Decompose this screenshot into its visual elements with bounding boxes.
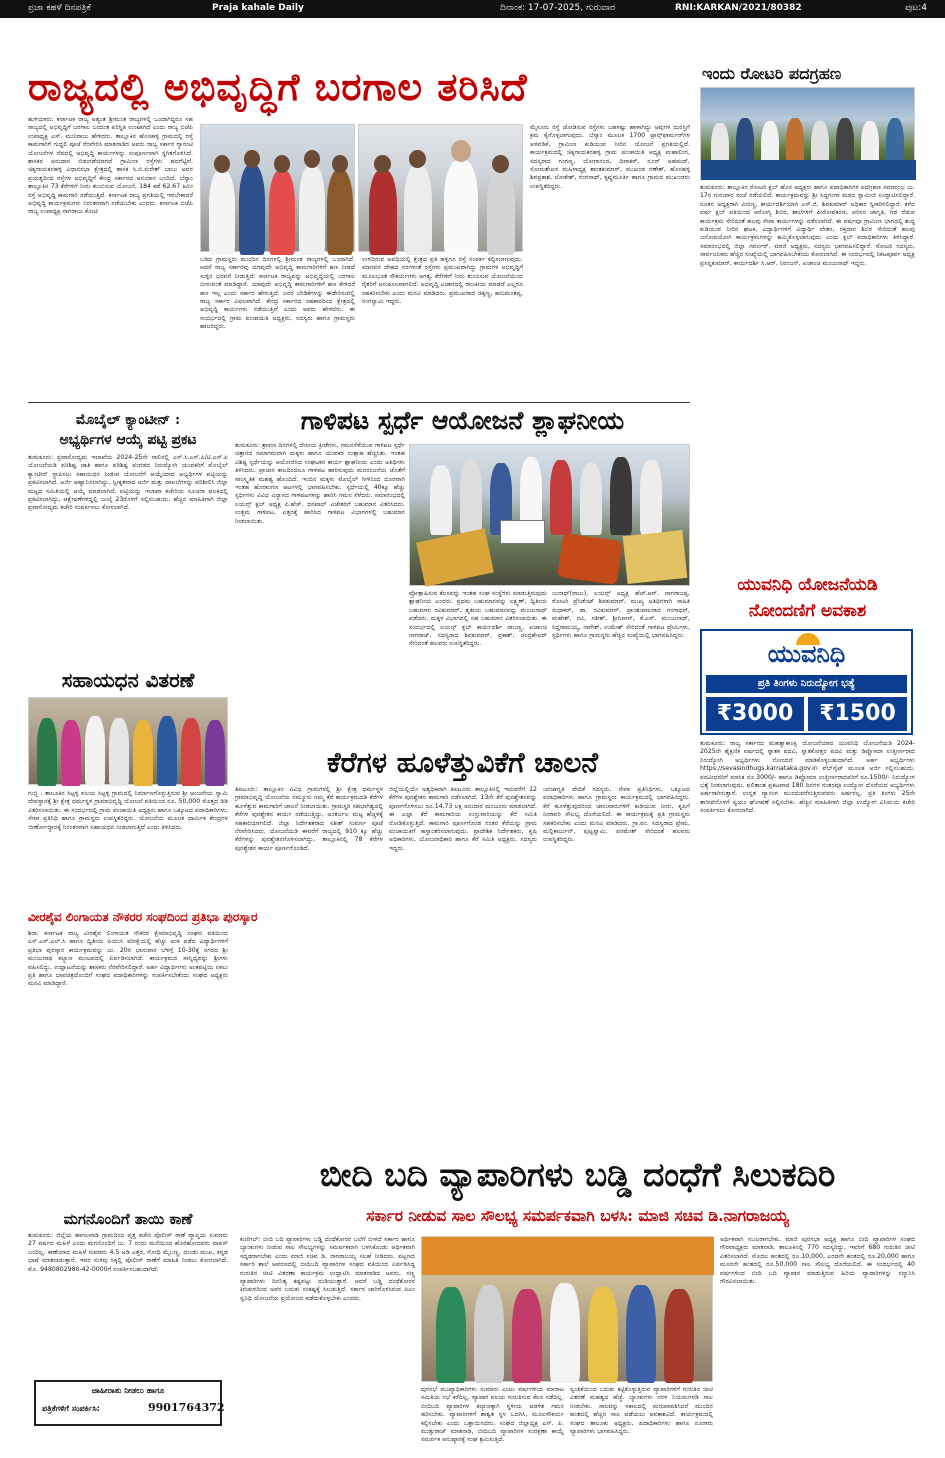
- yuvanidhi-amount-2: ₹1500: [808, 697, 907, 731]
- vendors-headline: ಬೀದಿ ಬದಿ ವ್ಯಾಪಾರಿಗಳು ಬಡ್ಡಿ ದಂಧೆಗೆ ಸಿಲುಕದಿರಿ: [319, 1155, 836, 1194]
- missing-headline: ಮಗನೊಂದಿಗೆ ತಾಯಿ ಕಾಣೆ: [63, 1210, 193, 1228]
- yuvanidhi-ad-title: ಯುವನಿಧಿ: [767, 639, 846, 668]
- lead-col3: ಉಳಿದಿರುವ ಅವಧಿಯಲ್ಲಿ ಕ್ಷೇತ್ರದ ಪ್ರತಿ ಹಳ್ಳಿಗೂ ರಸ್ತೆ ಸಂಪರ್ಕ ಕಲ್ಪಿಸಲಾಗುವುದು. ಮಾನವನ ದೇಹದ ನರಗಳಂತೆ ರಸ್ತೆಗಳು ಪ್ರಮುಖವಾಗಿದ್ದು ಗ್ರಾಮಗಳ ಅಭಿವೃದ್ಧಿಗೆ ಮೂಲಭೂತ ಸೌಕರ್ಯಗಳು ಅಗತ್ಯ. ಕೆರೆಗಳಿಗೆ ನೀರು ತುಂಬಿಸುವ ಯೋಜನೆಯಿಂದ ರೈತರಿಗೆ ಅನುಕೂಲವಾಗಲಿದೆ. ಅಭಿವೃದ್ಧಿ ವಿಚಾರದಲ್ಲಿ ರಾಜಕೀಯ ಮಾಡದೆ ಎಲ್ಲರೂ ಸಹಕರಿಸಬೇಕು ಎಂದು ಮನವಿ ಮಾಡಿದರು. ಪ್ರಮುಖರಾದ ಚಿಕ್ಕಣ್ಣ, ಹನುಮಂತಪ್ಪ, ರಂಗಸ್ವಾಮಿ ಇದ್ದರು.: [362, 256, 523, 306]
- veera-headline: ವೀರಶೈವ ಲಿಂಗಾಯತ ನೌಕರರ ಸಂಘದಿಂದ ಪ್ರತಿಭಾ ಪುರಸ್ಕಾರ: [28, 910, 258, 924]
- vendors-col1: ಕುಣಿಗಲ್: ಬೀದಿ ಬದಿ ವ್ಯಾಪಾರಿಗಳು ಬಡ್ಡಿ ದಂಧೆಕೋರರ ಬಲೆಗೆ ಬೀಳದೆ ಸರ್ಕಾರ ಹಾಗೂ ಬ್ಯಾಂಕುಗಳು ನೀಡುವ ಸಾಲ ಸೌಲಭ್ಯಗಳನ್ನು ಸಮರ್ಪಕವಾಗಿ ಬಳಸಿಕೊಂಡು ಆರ್ಥಿಕವಾಗಿ ಸದೃಢರಾಗಬೇಕು ಎಂದು ಮಾಜಿ ಸಚಿವ ಡಿ. ನಾಗರಾಜಯ್ಯ ಸಲಹೆ ನೀಡಿದರು. ಪಟ್ಟಣದ ಸರ್ಕಾರಿ ಶಾಲೆ ಆವರಣದಲ್ಲಿ ಬೀದಿಬದಿ ವ್ಯಾಪಾರಿಗಳ ಸಂಘದ ವತಿಯಿಂದ ಏರ್ಪಡಿಸಿದ್ದ ಗುರುತಿನ ಚೀಟಿ ವಿತರಣಾ ಕಾರ್ಯಕ್ರಮ ಉದ್ಘಾಟಿಸಿ ಮಾತನಾಡಿದ ಅವರು, ಸಣ್ಣ ವ್ಯಾಪಾರಿಗಳು ದಿನನಿತ್ಯ ಕಷ್ಟಪಟ್ಟು ದುಡಿಯುತ್ತಾರೆ. ಆದರೆ ಬಡ್ಡಿ ದಂಧೆಕೋರರ ಕಿರುಕುಳದಿಂದ ಅವರ ಬದುಕು ಸಂಕಷ್ಟಕ್ಕೆ ಸಿಲುಕುತ್ತಿದೆ. ಸರ್ಕಾರ ಜಾರಿಗೊಳಿಸಿರುವ ಪಿಎಂ ಸ್ವನಿಧಿ ಯೋಜನೆಯ ಪ್ರಯೋಜನ ಪಡೆದುಕೊಳ್ಳಬೇಕು ಎಂದರು.: [240, 1236, 415, 1302]
- masthead-page: ಪುಟ:4: [905, 3, 927, 13]
- ad-line-2: ಪತ್ರಿಕೆಗಳಿಗೆ ಸಂಪರ್ಕಿಸಿ:: [42, 1404, 100, 1413]
- sahaya-headline: ಸಹಾಯಧನ ವಿತರಣೆ: [61, 668, 195, 692]
- mobile-headline-1: ಮೊಬೈಲ್ ಕ್ಯಾಂಟೀನ್ :: [75, 412, 181, 428]
- vendors-photo: [421, 1236, 713, 1382]
- divider: [28, 402, 690, 403]
- sahaya-photo: [28, 697, 228, 785]
- veera-body: ಶಿರಾ: ಕರ್ನಾಟಕ ರಾಜ್ಯ ವೀರಶೈವ ಲಿಂಗಾಯತ ನೌಕರರ ಕ್ಷೇಮಾಭಿವೃದ್ಧಿ ಸಂಘದ ವತಿಯಿಂದ ಎಸ್.ಎಸ್.ಎಲ್.ಸಿ ಹಾಗೂ ದ್ವಿತೀಯ ಪಿಯುಸಿ ಪರೀಕ್ಷೆಯಲ್ಲಿ ಹೆಚ್ಚು ಅಂಕ ಪಡೆದ ವಿದ್ಯಾರ್ಥಿಗಳಿಗೆ ಪ್ರತಿಭಾ ಪುರಸ್ಕಾರ ಕಾರ್ಯಕ್ರಮವನ್ನು ಜು. 20ರ ಭಾನುವಾರ ಬೆಳಿಗ್ಗೆ 10-30ಕ್ಕೆ ನಗರದ ಶ್ರೀ ಮಂಜುನಾಥ ಕಲ್ಯಾಣ ಮಂಟಪದಲ್ಲಿ ಏರ್ಪಡಿಸಲಾಗಿದೆ. ಕಾರ್ಯಕ್ರಮದ ಸಾನ್ನಿಧ್ಯವನ್ನು ಶ್ರೀಗಳು ವಹಿಸಲಿದ್ದು, ಉದ್ಘಾಟನೆಯನ್ನು ಶಾಸಕರು ನೆರವೇರಿಸಲಿದ್ದಾರೆ. ಅರ್ಹ ವಿದ್ಯಾರ್ಥಿಗಳು ಅಂಕಪಟ್ಟಿಯ ನಕಲು ಪ್ರತಿ ಹಾಗೂ ಭಾವಚಿತ್ರದೊಂದಿಗೆ ಸಂಘದ ಪದಾಧಿಕಾರಿಗಳನ್ನು ಸಂಪರ್ಕಿಸಬೇಕೆಂದು ಸಂಘದ ಅಧ್ಯಕ್ಷರು ಮನವಿ ಮಾಡಿದ್ದಾರೆ.: [28, 930, 228, 988]
- rotary-body: ತುಮಕೂರು: ತಾಲ್ಲೂಕಿನ ರೋಟರಿ ಕ್ಲಬ್ ಹೊಸ ಅಧ್ಯಕ್ಷರು ಹಾಗೂ ಪದಾಧಿಕಾರಿಗಳ ಪದಗ್ರಹಣ ಸಮಾರಂಭ ಜು. 17ರ ಗುರುವಾರ ಸಂಜೆ ನಡೆಯಲಿದೆ. ಕಾರ್ಯಕ್ರಮವನ್ನು ಶ್ರೀ ಸಿದ್ಧಗಂಗಾ ಮಠದ ಸ್ವಾಮೀಜಿ ಉದ್ಘಾಟಿಸಲಿದ್ದಾರೆ. ನೂತನ ಅಧ್ಯಕ್ಷರಾಗಿ ವೀರಣ್ಣ, ಕಾರ್ಯದರ್ಶಿಯಾಗಿ ಎಸ್.ಜಿ. ಶಿವಕುಮಾರ್ ಅಧಿಕಾರ ಸ್ವೀಕರಿಸಲಿದ್ದಾರೆ. ಕಳೆದ ವರ್ಷ ಕ್ಲಬ್ ವತಿಯಿಂದ ಆರೋಗ್ಯ ಶಿಬಿರ, ಶಾಲೆಗಳಿಗೆ ಪೀಠೋಪಕರಣ, ಪರಿಸರ ಜಾಗೃತಿ, ಗಿಡ ನೆಡುವ ಕಾರ್ಯಕ್ರಮ ಸೇರಿದಂತೆ ಹಲವು ಸೇವಾ ಕಾರ್ಯಗಳನ್ನು ನಡೆಸಲಾಗಿದೆ. ಈ ವರ್ಷವೂ ಗ್ರಾಮೀಣ ಭಾಗದಲ್ಲಿ ಶುದ್ಧ ಕುಡಿಯುವ ನೀರಿನ ಘಟಕ, ವಿದ್ಯಾರ್ಥಿಗಳಿಗೆ ವಿದ್ಯಾರ್ಥಿ ವೇತನ, ರಕ್ತದಾನ ಶಿಬಿರ ಸೇರಿದಂತೆ ಹಲವು ಜನೋಪಯೋಗಿ ಕಾರ್ಯಕ್ರಮಗಳನ್ನು ಹಮ್ಮಿಕೊಳ್ಳಲಾಗುವುದು ಎಂದು ಕ್ಲಬ್ ಪದಾಧಿಕಾರಿಗಳು ತಿಳಿಸಿದ್ದಾರೆ. ಸಮಾರಂಭದಲ್ಲಿ ಜಿಲ್ಲಾ ಗವರ್ನರ್, ಮಾಜಿ ಅಧ್ಯಕ್ಷರು, ಸದಸ್ಯರು ಭಾಗವಹಿಸಲಿದ್ದಾರೆ. ರೋಟರಿ ಸದಸ್ಯರು, ಸಾರ್ವಜನಿಕರು ಹೆಚ್ಚಿನ ಸಂಖ್ಯೆಯಲ್ಲಿ ಭಾಗವಹಿಸಬೇಕೆಂದು ಕೋರಲಾಗಿದೆ. ಈ ಸಂದರ್ಭದಲ್ಲಿ ನಿಕಟಪೂರ್ವ ಅಧ್ಯಕ್ಷ ಪ್ರಸನ್ನಕುಮಾರ್, ಕಾರ್ಯದರ್ಶಿ ಸಿ.ಆರ್. ನಿರಂಜನ್, ಖಜಾಂಚಿ ಮಂಜುನಾಥ್ ಇದ್ದರು.: [700, 184, 915, 267]
- missing-body: ತುಮಕೂರು: ಜಿಲ್ಲೆಯ ಹಾಗಲವಾಡಿ ಗ್ರಾಮದಿಂದ ವೃತ್ತ ಕಚೇರಿ ಪೊಲೀಸ್ ಠಾಣೆ ವ್ಯಾಪ್ತಿಯ ಸುಮಾರು 27 ವರ್ಷದ ಮಹಿಳೆ ಎಂದು ಮಗನೊಂದಿಗೆ ಜು. 7 ರಂದು ಮನೆಯಿಂದ ಹೊರಹೋದವರು ವಾಪಸ್ ಬಂದಿಲ್ಲ. ಕಾಣೆಯಾದ ಮಹಿಳೆ ಸುಮಾರು 4.5 ಅಡಿ ಎತ್ತರ, ಗೋಧಿ ಮೈಬಣ್ಣ, ದುಂಡು ಮುಖ, ಕನ್ನಡ ಭಾಷೆ ಮಾತನಾಡುತ್ತಾರೆ. ಇವರ ಸುಳಿವು ಸಿಕ್ಕಲ್ಲಿ ಪೊಲೀಸ್ ಠಾಣೆಗೆ ಮಾಹಿತಿ ನೀಡಲು ಕೋರಲಾಗಿದೆ. ಮೊ. 9480802980-42-0000ಗೆ ಸಂಪರ್ಕಿಸಬಹುದಾಗಿದೆ.: [28, 1232, 228, 1273]
- lead-photo-1: [200, 124, 355, 252]
- ad-line-1: ಜಾಹೀರಾತು ನೀಡಲು ಹಾಗೂ: [91, 1386, 165, 1395]
- yuvanidhi-headline-2: ನೋಂದಣಿಗೆ ಅವಕಾಶ: [748, 601, 867, 621]
- vendors-col3: ಸ್ವಂತಿಕೆಯಿಂದ ಬದುಕು ಕಟ್ಟಿಕೊಳ್ಳುತ್ತಿರುವ ವ್ಯಾಪಾರಿಗಳಿಗೆ ಗುರುತಿನ ಚೀಟಿ ವಿತರಣೆ ಮಹತ್ವದ ಹೆಜ್ಜೆ. ಬ್ಯಾಂಕುಗಳು ಸರಳ ನಿಯಮಗಳಡಿ ಸಾಲ ನೀಡಬೇಕು. ಸಾಲವನ್ನು ಸಕಾಲದಲ್ಲಿ ಮರುಪಾವತಿಸಿದರೆ ಮುಂದಿನ ಹಂತದಲ್ಲಿ ಹೆಚ್ಚಿನ ಸಾಲ ಪಡೆಯಲು ಅವಕಾಶವಿದೆ. ಕಾರ್ಯಕ್ರಮದಲ್ಲಿ ಸಂಘದ ತಾಲೂಕು ಅಧ್ಯಕ್ಷರು, ಪದಾಧಿಕಾರಿಗಳು ಹಾಗೂ ನೂರಾರು ವ್ಯಾಪಾರಿಗಳು ಭಾಗವಹಿಸಿದ್ದರು.: [570, 1386, 713, 1436]
- lead-col4: ಮೈಸೂರು ರಸ್ತೆ ಜೋಡಿಸುವ ರಸ್ತೆಗಳು ಬಹಳಷ್ಟು ಹಾಳಾಗಿದ್ದು ಅವುಗಳ ದುರಸ್ತಿಗೆ ಕ್ರಮ ಕೈಗೊಳ್ಳಲಾಗುವುದು. ಬೆಸ್ಕಾಂ ಮೂಲಕ 1700 ಟ್ರಾನ್ಸ್‌ಫಾರ್ಮರ್‌ಗಳ ಅಳವಡಿಕೆ, ಗ್ರಾಮೀಣ ಕುಡಿಯುವ ನೀರಿನ ಯೋಜನೆ ಪ್ರಗತಿಯಲ್ಲಿದೆ. ಕಾರ್ಯಕ್ರಮದಲ್ಲಿ ಚಿಕ್ಕನಾಯಕನಹಳ್ಳಿ ಗ್ರಾಮ ಪಂಚಾಯಿತಿ ಅಧ್ಯಕ್ಷ ಮಹಾಲಿಂಗ, ಸದಸ್ಯರಾದ ಗಂಗಣ್ಣ, ಯೋಗಾನಂದ, ದಿವಾಕರ್, ನೂರ್ ಅಹಮದ್, ಸೋಮಶೇಖರ ಮಹಿಳಾಧ್ಯಕ್ಷ ಶಾಂತಕುಮಾರ್, ಮುಖಂಡ ಗಣೇಶ್, ಹೊಸಹಳ್ಳಿ ಶಿವಪ್ರಕಾಶ, ಲೋಕೇಶ್, ರಂಗನಾಥ್, ಕೃಷ್ಣಮೂರ್ತಿ ಹಾಗೂ ಗ್ರಾಮದ ಮುಖಂಡರು ಉಪಸ್ಥಿತರಿದ್ದರು.: [530, 124, 690, 190]
- lakes-col2: ಜಿಲ್ಲೆಯಲ್ಲಿಯೇ ಅತ್ಯಧಿಕವಾಗಿ ತಿಪಟೂರು ತಾಲ್ಲೂಕಿನಲ್ಲಿ ಇದುವರೆಗೆ 12 ಕೆರೆಗಳ ಪುನಶ್ಚೇತನ ಕಾಮಗಾರಿ ನಡೆಸಲಾಗಿದೆ. 13ನೇ ಕೆರೆ ಪುನಶ್ಚೇತನವನ್ನು ಪೂರ್ಣಗೊಳಿಸಲು ರೂ.14.73 ಲಕ್ಷ ಅನುದಾನ ಮಂಜೂರು ಮಾಡಲಾಗಿದೆ. ಈ ಎಲ್ಲಾ ಕೆರೆ ಕಾಮಗಾರಿಯ ಉಸ್ತುವಾರಿಯನ್ನು ಕೆರೆ ಸಮಿತಿ ನೋಡಿಕೊಳ್ಳುತ್ತಿದೆ. ಕಾಮಗಾರಿ ಪೂರ್ಣಗೊಂಡ ನಂತರ ಕೆರೆಯನ್ನು ಗ್ರಾಮ ಪಂಚಾಯಿತಿಗೆ ಹಸ್ತಾಂತರಿಸಲಾಗುವುದು. ಪ್ರಾದೇಶಿಕ ನಿರ್ದೇಶಕರು, ಕೃಷಿ ಅಧಿಕಾರಿಗಳು, ಯೋಜನಾಧಿಕಾರಿ ಹಾಗೂ ಕೆರೆ ಸಮಿತಿ ಅಧ್ಯಕ್ಷರು, ಸದಸ್ಯರು ಇದ್ದರು.: [389, 786, 537, 852]
- kite-col2: ಪ್ರೋತ್ಸಾಹಿಸುವ ಕೆಲಸವನ್ನು ಇಂತಹ ಸಂಘ ಸಂಸ್ಥೆಗಳು ಮಾಡುತ್ತಿರುವುದು ಶ್ಲಾಘನೀಯ ಎಂದರು. ಪ್ರಥಮ ಬಹುಮಾನವನ್ನು ಲಕ್ಷ್ಮಣ್, ದ್ವಿತೀಯ ಬಹುಮಾನ ರವಿಕುಮಾರ್, ತೃತೀಯ ಬಹುಮಾನವನ್ನು ಮಂಜುನಾಥ್ ಪಡೆದರು. ಮಕ್ಕಳ ವಿಭಾಗದಲ್ಲಿ ಸಹ ಬಹುಮಾನ ವಿತರಿಸಲಾಯಿತು. ಈ ಸಂದರ್ಭದಲ್ಲಿ ಲಯನ್ಸ್ ಕ್ಲಬ್ ಕಾರ್ಯದರ್ಶಿ ರಾಜಣ್ಣ, ಖಜಾಂಚಿ ನಾಗರಾಜ್, ಸದಸ್ಯರಾದ ಶಿವಕುಮಾರ್, ಪ್ರಕಾಶ್, ಚಂದ್ರಶೇಖರ್ ಸೇರಿದಂತೆ ಹಲವರು ಉಪಸ್ಥಿತರಿದ್ದರು.: [409, 590, 547, 648]
- sahaya-body: ಗುಬ್ಬಿ : ತಾಲೂಕಿನ ಸಿಟ್ಟಳ್ಳಿ ವಲಯ ಸಿಟ್ಟಳ್ಳಿ ಗ್ರಾಮದಲ್ಲಿ ನಿರ್ಮಾಣಗೊಳ್ಳುತ್ತಿರುವ ಶ್ರೀ ಆಂಜನೇಯ ಸ್ವಾಮಿ ದೇವಸ್ಥಾನಕ್ಕೆ ಶ್ರೀ ಕ್ಷೇತ್ರ ಧರ್ಮಸ್ಥಳ ಗ್ರಾಮಾಭಿವೃದ್ಧಿ ಯೋಜನೆ ವತಿಯಿಂದ ರೂ. 50,000 ಮೊತ್ತದ ಡಿಡಿ ವಿತರಿಸಲಾಯಿತು. ಈ ಸಂದರ್ಭದಲ್ಲಿ ಗ್ರಾಮ ಪಂಚಾಯಿತಿ ಅಧ್ಯಕ್ಷರು ಹಾಗೂ ಒಕ್ಕೂಟದ ಪದಾಧಿಕಾರಿಗಳು, ಸೇವಾ ಪ್ರತಿನಿಧಿ ಹಾಗೂ ಗ್ರಾಮಸ್ಥರು ಉಪಸ್ಥಿತರಿದ್ದರು. ಯೋಜನೆಯ ಮೂಲಕ ಧಾರ್ಮಿಕ ಕೇಂದ್ರಗಳ ಜೀರ್ಣೋದ್ಧಾರಕ್ಕೆ ನಿರಂತರವಾಗಿ ಸಹಾಯಧನ ನೀಡಲಾಗುತ್ತಿದೆ ಎಂದು ತಿಳಿಸಿದರು.: [28, 790, 228, 831]
- masthead-bar: [0, 0, 945, 18]
- masthead-left: ಪ್ರಜಾ ಕಹಳೆ ದಿನಪತ್ರಿಕೆ: [28, 3, 91, 13]
- rotary-headline: ಇಂದು ರೋಟರಿ ಪದಗ್ರಹಣ: [702, 64, 842, 83]
- kite-photo: [409, 444, 690, 586]
- lead-col2: ಬಡಿದ ಗ್ರಾಮಸ್ಥರು ಮುಂದಿನ ದಿನಗಳಲ್ಲಿ ಶ್ರೀಮಂತ ರಾಜ್ಯಗಳಲ್ಲಿ ಒಂದಾಗಿದೆ. ಆದರೆ ರಾಜ್ಯ ಸರ್ಕಾರವು ಯಾವುದೇ ಅಭಿವೃದ್ಧಿ ಕಾಮಗಾರಿಗಳಿಗೆ ಹಣ ನೀಡದೆ ಸುಳ್ಳಿನ ಭರವಸೆ ನೀಡುತ್ತಿದೆ. ಕರ್ನಾಟಕ ರಾಜ್ಯವನ್ನು ಅಭಿವೃದ್ಧಿಯಲ್ಲಿ ಬರಗಾಲ ಬೀಳುವಂತೆ ಮಾಡಿದ್ದಾರೆ. ಯಾವುದೇ ಅಭಿವೃದ್ಧಿ ಕಾಮಗಾರಿಗಳಿಗೆ ಹಣ ಕೇಳಿದರೆ ಹಣ ಇಲ್ಲ ಎಂದು ಸರ್ಕಾರ ಹೇಳುತ್ತಿದೆ. ಜನರ ಬೇಡಿಕೆಗಳನ್ನು ಈಡೇರಿಸುವಲ್ಲಿ ರಾಜ್ಯ ಸರ್ಕಾರ ವಿಫಲವಾಗಿದೆ. ಕೇಂದ್ರ ಸರ್ಕಾರದ ಸಹಕಾರದಿಂದ ಕ್ಷೇತ್ರದಲ್ಲಿ ಅಭಿವೃದ್ಧಿ ಕಾರ್ಯಗಳು ನಡೆಯುತ್ತಿವೆ ಎಂದು ಅವರು ಹೇಳಿದರು. ಈ ಸಂದರ್ಭದಲ್ಲಿ ಗ್ರಾಮ ಪಂಚಾಯಿತಿ ಅಧ್ಯಕ್ಷರು, ಸದಸ್ಯರು ಹಾಗೂ ಗ್ರಾಮಸ್ಥರು ಹಾಜರಿದ್ದರು.: [200, 256, 355, 331]
- rotary-photo: [700, 87, 915, 179]
- kite-headline: ಗಾಳಿಪಟ ಸ್ಪರ್ಧೆ ಆಯೋಜನೆ ಶ್ಲಾಘನೀಯ: [300, 406, 625, 435]
- yuvanidhi-headline-1: ಯುವನಿಧಿ ಯೋಜನೆಯಡಿ: [737, 575, 878, 595]
- mobile-body: ತುಮಕೂರು: ಪ್ರವಾಸೋದ್ಯಮ ಇಲಾಖೆಯ 2024-25ನೇ ಸಾಲಿನಲ್ಲಿ ಎಸ್.ಸಿ.ಎಸ್.ಪಿ/ಟಿ.ಎಸ್.ಪಿ ಯೋಜನೆಯಡಿ ಪರಿಶಿಷ್ಟ ಜಾತಿ ಹಾಗೂ ಪರಿಶಿಷ್ಟ ಪಂಗಡದ ನಿರುದ್ಯೋಗಿ ಯುವಕರಿಗೆ ಮೊಬೈಲ್ ಕ್ಯಾಂಟೀನ್ ಸ್ಥಾಪಿಸಲು ಸಹಾಯಧನ ನೀಡುವ ಯೋಜನೆಗೆ ಆಯ್ಕೆಯಾದ ಅಭ್ಯರ್ಥಿಗಳ ಪಟ್ಟಿಯನ್ನು ಪ್ರಕಟಿಸಲಾಗಿದೆ. ಅರ್ಜಿ ಆಹ್ವಾನಿಸಲಾಗಿದ್ದು, ಸ್ವೀಕೃತವಾದ ಅರ್ಜಿ ಮತ್ತು ದಾಖಲೆಗಳನ್ನು ಪರಿಶೀಲಿಸಿ ಜಿಲ್ಲಾ ಮಟ್ಟದ ಸಮಿತಿಯಲ್ಲಿ ಆಯ್ಕೆ ಮಾಡಲಾಗಿದೆ. ಪಟ್ಟಿಯನ್ನು ಇಲಾಖಾ ಕಚೇರಿಯ ಸೂಚನಾ ಫಲಕದಲ್ಲಿ ಪ್ರಕಟಿಸಲಾಗಿದ್ದು, ಆಕ್ಷೇಪಣೆಗಳಿದ್ದಲ್ಲಿ ಜುಲೈ 23ರೊಳಗೆ ಸಲ್ಲಿಸಬಹುದು. ಹೆಚ್ಚಿನ ಮಾಹಿತಿಗಾಗಿ ಜಿಲ್ಲಾ ಪ್ರವಾಸೋದ್ಯಮ ಕಚೇರಿ ಸಂಪರ್ಕಿಸಲು ಕೋರಲಾಗಿದೆ.: [28, 454, 228, 512]
- vendors-col2: ಪುರಸಭೆ ಮುಖ್ಯಾಧಿಕಾರಿಗಳು ಸುಮಾರು ಎಂಟು ವರ್ಷಗಳಿಂದ ಮಾರಾಟ ಸಮಿತಿಯ ಸಭೆ ಕರೆದಿಲ್ಲ. ವ್ಯಾಪಾರ ವಲಯ ಗುರುತಿಸುವ ಕೆಲಸ ನಡೆದಿಲ್ಲ. ಬೀದಿಬದಿ ವ್ಯಾಪಾರಿಗಳ ಕಲ್ಯಾಣಕ್ಕಾಗಿ ಸ್ಥಳೀಯ ಆಡಳಿತ ಗಮನ ಹರಿಸಬೇಕು. ವ್ಯಾಪಾರಿಗಳಿಗೆ ಶಾಶ್ವತ ಸ್ಥಳ ಒದಗಿಸಿ, ಮೂಲಸೌಕರ್ಯ ಕಲ್ಪಿಸಬೇಕು ಎಂದು ಒತ್ತಾಯಿಸಿದರು. ಸಂಘದ ಜಿಲ್ಲಾಧ್ಯಕ್ಷ ಎಸ್. ಪಿ. ಮುತ್ತುರಾಜ್ ಮಾತನಾಡಿ, ಬೀದಿಬದಿ ವ್ಯಾಪಾರಿಗಳ ಸಂರಕ್ಷಣಾ ಕಾಯ್ದೆ ಸಮರ್ಪಕ ಅನುಷ್ಠಾನಕ್ಕೆ ಸಂಘ ಶ್ರಮಿಸುತ್ತಿದೆ.: [421, 1386, 564, 1444]
- kite-col1: ತುಮಕೂರು: ಶ್ರಾವಣ ದಿನಗಳಲ್ಲಿ ದೇಸೀಯ ಕ್ರೀಡೆಗಳು, ಗಮನಸೆಳೆಯುವ ಗಾಳಿಪಟ ಸ್ಪರ್ಧೆ ಚಿತ್ತಾರದ ಸಮಾಗಮವಾಗಿ ಮಕ್ಕಳು ಹಾಗೂ ಯುವಕರ ಉತ್ಸಾಹ ಹೆಚ್ಚಿಸಿತು. ಇಂತಹ ವಿಶಿಷ್ಟ ಸ್ಪರ್ಧೆಯನ್ನು ಆಯೋಜಿಸಿದ ಸಂಘಟಕರ ಕಾರ್ಯ ಶ್ಲಾಘನೀಯ ಎಂದು ಅತಿಥಿಗಳು ತಿಳಿಸಿದರು. ಪ್ರಾಚೀನ ಕಾಲದಿಂದಲೂ ಗಾಳಿಪಟ ಹಾರಿಸುವುದು ಮನರಂಜನೆಯ ಜೊತೆಗೆ ಸಾಂಸ್ಕೃತಿಕ ಮಹತ್ವ ಹೊಂದಿದೆ. ಇಂದಿನ ಮಕ್ಕಳು ಮೊಬೈಲ್ ಗೀಳಿನಿಂದ ದೂರವಾಗಿ ಇಂತಹ ಹೊರಾಂಗಣ ಆಟಗಳಲ್ಲಿ ಭಾಗವಹಿಸಬೇಕು. ಸ್ಪರ್ಧೆಯಲ್ಲಿ 40ಕ್ಕೂ ಹೆಚ್ಚು ಸ್ಪರ್ಧಿಗಳು ವಿವಿಧ ವಿನ್ಯಾಸದ ಗಾಳಿಪಟಗಳನ್ನು ಹಾರಿಸಿ ಗಮನ ಸೆಳೆದರು. ಸಮಾರಂಭದಲ್ಲಿ ಲಯನ್ಸ್ ಕ್ಲಬ್ ಅಧ್ಯಕ್ಷ ಪಿ.ಹೆಚ್. ಧನಪಾಲ್ ವಿಜೇತರಿಗೆ ಬಹುಮಾನ ವಿತರಿಸಿದರು. ಉತ್ತಮ ಗಾಳಿಪಟ, ಎತ್ತರಕ್ಕೆ ಹಾರಿಸಿದ ಗಾಳಿಪಟ ವಿಭಾಗಗಳಲ್ಲಿ ಬಹುಮಾನ ನೀಡಲಾಯಿತು.: [235, 442, 405, 525]
- masthead-name: Praja kahale Daily: [212, 3, 304, 13]
- lead-col1: ಹುಳಿಯಾರು: ಕರ್ನಾಟಕ ರಾಜ್ಯ ಅತ್ಯಂತ ಶ್ರೀಮಂತ ರಾಜ್ಯಗಳಲ್ಲಿ ಒಂದಾಗಿದ್ದರೂ ಸಹ ರಾಜ್ಯದಲ್ಲಿ ಅಭಿವೃದ್ಧಿಗೆ ಬರಗಾಲ ಬಂದಂತ ಪರಿಸ್ಥಿತಿ ಉಂಟಾಗಿದೆ ಎಂದು ರಾಜ್ಯ ಬಿಜೆಪಿ ಉಪಾಧ್ಯಕ್ಷ ಎಸ್. ಮುನಿರಾಜು ಹೇಳಿದರು. ತಾಲ್ಲೂಕಿನ ಹೊಸಹಳ್ಳಿ ಗ್ರಾಮದಲ್ಲಿ ರಸ್ತೆ ಕಾಮಗಾರಿಗೆ ಗುದ್ದಲಿ ಪೂಜೆ ನೆರವೇರಿಸಿ ಮಾತನಾಡಿದ ಅವರು ರಾಜ್ಯ ಸರ್ಕಾರ ಗ್ಯಾರಂಟಿ ಯೋಜನೆಗಳ ನೆಪದಲ್ಲಿ ಅಭಿವೃದ್ಧಿ ಕಾರ್ಯಗಳನ್ನು ಸಂಪೂರ್ಣವಾಗಿ ಸ್ಥಗಿತಗೊಳಿಸಿದೆ. ಶಾಸಕರ ಅನುದಾನ ಬಿಡುಗಡೆಯಾಗದೆ ಗ್ರಾಮೀಣ ರಸ್ತೆಗಳು ಹದಗೆಟ್ಟಿವೆ. ಚಿಕ್ಕನಾಯಕನಹಳ್ಳಿ ವಿಧಾನಸಭಾ ಕ್ಷೇತ್ರದಲ್ಲಿ ಶಾಸಕ ಸಿ.ಬಿ.ಸುರೇಶ್ ಬಾಬು ಅವರ ಪ್ರಯತ್ನದಿಂದ ರಸ್ತೆಗಳ ಅಭಿವೃದ್ಧಿಗೆ ಕೇಂದ್ರ ಸರ್ಕಾರದ ಅನುದಾನ ಬಂದಿದೆ. ಬೆಸ್ಕಾಂ ತಾಲ್ಲೂಕಿನ 73 ಕೆರೆಗಳಿಗೆ ನೀರು ತುಂಬಿಸುವ ಯೋಜನೆ, 184 ಕಡೆ 62.67 ಕಿಮೀ ರಸ್ತೆ ಅಭಿವೃದ್ಧಿ ಕಾಮಗಾರಿ ನಡೆಯುತ್ತಿದೆ. ಕರ್ನಾಟಕ ರಾಜ್ಯ ಪ್ರಗತಿಯಲ್ಲಿ ಇರಬೇಕಾದರೆ ಅಭಿವೃದ್ಧಿ ಕಾರ್ಯಕ್ರಮಗಳು ನಿರಂತರವಾಗಿ ನಡೆಯಬೇಕು ಎಂದರು. ಕರ್ನಾಟಕ ಬಿಜೆಪಿ ರಾಜ್ಯ ಉಪಾಧ್ಯಕ್ಷ ನಾಗರಾಜು ಕೋಟಿ: [28, 116, 193, 216]
- masthead-date: ದಿನಾಂಕ: 17-07-2025, ಗುರುವಾರ: [500, 3, 616, 13]
- yuvanidhi-ad-sub: ಪ್ರತಿ ತಿಂಗಳು ನಿರುದ್ಯೋಗ ಭತ್ಯೆ: [706, 675, 907, 693]
- lead-headline: ರಾಜ್ಯದಲ್ಲಿ ಅಭಿವೃದ್ಧಿಗೆ ಬರಗಾಲ ತರಿಸಿದೆ: [28, 64, 528, 109]
- ad-box: [34, 1380, 225, 1426]
- lead-photo-2: [358, 124, 523, 252]
- kite-col3: ಜುನಾಥ್(ರಾಜು), ಲಯನ್ಸ್ ಅಧ್ಯಕ್ಷ ಹೆಚ್.ಆರ್. ನಾಗರಾಜಪ್ಪ, ರೋಟರಿ ಪ್ರೆಸಿಡೆಂಟ್ ಶಿವಕುಮಾರ್, ಮುಖ್ಯ ಅತಿಥಿಗಳಾಗಿ ಸಾಹಿತಿ ಸುಧಾಕರ್, ಡಾ. ರವಿಕುಮಾರ್, ಪ್ರಾಂಶುಪಾಲರಾದ ಗಂಗಾಧರ್, ಮಹೇಶ್, ರವಿ, ಸತೀಶ್, ಶ್ರೀನಿವಾಸ್, ಕೆ.ಎಸ್. ಮಂಜುನಾಥ್, ಸಿದ್ದರಾಮಯ್ಯ, ನಾಗೇಶ್, ಉಮೇಶ್ ಸೇರಿದಂತೆ ಗಾಳಿಪಟ ಪ್ರೇಮಿಗಳು, ಸ್ಪರ್ಧಿಗಳು ಹಾಗೂ ಗ್ರಾಮಸ್ಥರು ಹೆಚ್ಚಿನ ಸಂಖ್ಯೆಯಲ್ಲಿ ಭಾಗವಹಿಸಿದ್ದರು.: [552, 590, 690, 640]
- yuvanidhi-body: ತುಮಕೂರು: ರಾಜ್ಯ ಸರ್ಕಾರದ ಮಹತ್ವಾಕಾಂಕ್ಷಿ ಯೋಜನೆಯಾದ ಯುವನಿಧಿ ಯೋಜನೆಯಡಿ 2024-2025ನೇ ಶೈಕ್ಷಣಿಕ ವರ್ಷದಲ್ಲಿ ಸ್ನಾತಕ ಪದವಿ, ಸ್ನಾತಕೋತ್ತರ ಪದವಿ ಮತ್ತು ಡಿಪ್ಲೋಮಾ ಉತ್ತೀರ್ಣರಾದ ನಿರುದ್ಯೋಗಿ ಅಭ್ಯರ್ಥಿಗಳು ನೋಂದಣಿ ಮಾಡಿಕೊಳ್ಳಬಹುದಾಗಿದೆ. ಅರ್ಹ ಅಭ್ಯರ್ಥಿಗಳು https://sevasindhugs.karnataka.gov.in ವೆಬ್‌ಸೈಟ್ ಮೂಲಕ ಅರ್ಜಿ ಸಲ್ಲಿಸಬಹುದು. ಪದವೀಧರರಿಗೆ ಮಾಸಿಕ ರೂ.3000/- ಹಾಗೂ ಡಿಪ್ಲೋಮಾ ಉತ್ತೀರ್ಣರಾದವರಿಗೆ ರೂ.1500/- ನಿರುದ್ಯೋಗ ಭತ್ಯೆ ನೀಡಲಾಗುವುದು. ಫಲಿತಾಂಶ ಪ್ರಕಟವಾದ 180 ದಿನಗಳ ನಂತರವೂ ಉದ್ಯೋಗ ದೊರೆಯದ ಅಭ್ಯರ್ಥಿಗಳು ಅರ್ಹರಾಗಿರುತ್ತಾರೆ. ಉನ್ನತ ವ್ಯಾಸಂಗ ಮುಂದುವರೆಸುತ್ತಿರುವವರು ಅರ್ಹರಲ್ಲ. ಪ್ರತಿ ತಿಂಗಳು 25ನೇ ತಾರೀಖಿನೊಳಗೆ ಸ್ವಯಂ ಘೋಷಣೆ ಸಲ್ಲಿಸಬೇಕು. ಹೆಚ್ಚಿನ ಮಾಹಿತಿಗಾಗಿ ಜಿಲ್ಲಾ ಉದ್ಯೋಗ ವಿನಿಮಯ ಕಚೇರಿ ಸಂಪರ್ಕಿಸಲು ಕೋರಲಾಗಿದೆ.: [700, 740, 915, 815]
- mobile-headline-2: ಅಭ್ಯರ್ಥಿಗಳ ಆಯ್ಕೆ ಪಟ್ಟಿ ಪ್ರಕಟ: [59, 432, 197, 448]
- yuvanidhi-ad: [700, 629, 913, 735]
- lakes-col1: ತಿಪಟೂರು: ತಾಲ್ಲೂಕಿನ ವಿವಿಧ ಗ್ರಾಮಗಳಲ್ಲಿ ಶ್ರೀ ಕ್ಷೇತ್ರ ಧರ್ಮಸ್ಥಳ ಗ್ರಾಮಾಭಿವೃದ್ಧಿ ಯೋಜನೆಯ ನಮ್ಮೂರು ನಮ್ಮ ಕೆರೆ ಕಾರ್ಯಕ್ರಮದಡಿ ಕೆರೆಗಳ ಹೂಳೆತ್ತುವ ಕಾಮಗಾರಿಗೆ ಚಾಲನೆ ನೀಡಲಾಯಿತು. ಗ್ರಾಮಸ್ಥರ ಸಹಭಾಗಿತ್ವದಲ್ಲಿ ಕೆರೆಗಳ ಪುನಶ್ಚೇತನ ಕಾರ್ಯ ನಡೆಯುತ್ತಿದ್ದು, ಅಂತರ್ಜಲ ಮಟ್ಟ ಹೆಚ್ಚಳಕ್ಕೆ ಸಹಕಾರಿಯಾಗಲಿದೆ. ಜಿಲ್ಲಾ ನಿರ್ದೇಶಕರಾದ ಸತೀಶ್ ಸುವರ್ಣ ಪೂಜೆ ನೆರವೇರಿಸಿದರು. ಯೋಜನೆಯಡಿ ಈವರೆಗೆ ರಾಜ್ಯದಲ್ಲಿ 910 ಕ್ಕೂ ಹೆಚ್ಚು ಕೆರೆಗಳನ್ನು ಪುನಶ್ಚೇತನಗೊಳಿಸಲಾಗಿದ್ದು, ತಾಲ್ಲೂಕಿನಲ್ಲಿ 78 ಕೆರೆಗಳ ಪುನಶ್ಚೇತನ ಕಾರ್ಯ ಪೂರ್ಣಗೊಂಡಿದೆ.: [235, 786, 383, 852]
- lakes-col3: ಜನಜಾಗೃತಿ ವೇದಿಕೆ ಸದಸ್ಯರು, ಸೇವಾ ಪ್ರತಿನಿಧಿಗಳು, ಒಕ್ಕೂಟದ ಪದಾಧಿಕಾರಿಗಳು ಹಾಗೂ ಗ್ರಾಮಸ್ಥರು ಕಾರ್ಯಕ್ರಮದಲ್ಲಿ ಭಾಗವಹಿಸಿದ್ದರು. ಕೆರೆ ಹೂಳೆತ್ತುವುದರಿಂದ ಜಾನುವಾರುಗಳಿಗೆ ಕುಡಿಯುವ ನೀರು, ಕೃಷಿಗೆ ನೀರಾವರಿ ಸೌಲಭ್ಯ ದೊರೆಯಲಿದೆ. ಈ ಕಾರ್ಯಕ್ರಮಕ್ಕೆ ಪ್ರತಿ ಗ್ರಾಮಸ್ಥರು ಸಹಕರಿಸಬೇಕು ಎಂದು ಮನವಿ ಮಾಡಿದರು. ಗ್ರಾ.ಪಂ. ಸದಸ್ಯರಾದ ಪ್ರೇಮ, ಮಲ್ಲಿಕಾರ್ಜುನ್, ಪುಟ್ಟಸ್ವಾಮಿ, ಪರಮೇಶ್ ಸೇರಿದಂತೆ ಹಲವರು ಉಪಸ್ಥಿತರಿದ್ದರು.: [543, 786, 690, 844]
- ad-phone: 9901764372: [148, 1401, 225, 1414]
- masthead-rni: RNI:KARKAN/2021/80382: [675, 3, 802, 13]
- vendors-col4: ಅರ್ಥಿಕವಾಗಿ ಸಬಲರಾಗಬೇಕು. ಮಾಜಿ ಪುರಸಭಾ ಅಧ್ಯಕ್ಷ ಹಾಗೂ ಬೀದಿ ವ್ಯಾಪಾರಿಗಳ ಸಂಘದ ಗೌರವಾಧ್ಯಕ್ಷರು ಮಾತನಾಡಿ, ತಾಲೂಕಿನಲ್ಲಿ 770 ಸದಸ್ಯರಿದ್ದು, ಇವರಿಗೆ 680 ಗುರುತಿನ ಚೀಟಿ ವಿತರಿಸಲಾಗಿದೆ. ಮೊದಲ ಹಂತದಲ್ಲಿ ರೂ.10,000, ಎರಡನೇ ಹಂತದಲ್ಲಿ ರೂ.20,000 ಹಾಗೂ ಮೂರನೇ ಹಂತದಲ್ಲಿ ರೂ.50,000 ಸಾಲ ಸೌಲಭ್ಯ ದೊರೆಯಲಿದೆ. ಈ ಸಂದರ್ಭದಲ್ಲಿ 40 ವರ್ಷಗಳಿಂದ ಬೀದಿ ಬದಿ ವ್ಯಾಪಾರ ಮಾಡುತ್ತಿರುವ ಹಿರಿಯ ವ್ಯಾಪಾರಿಗಳನ್ನು ಸನ್ಮಾನಿಸಿ ಗೌರವಿಸಲಾಯಿತು.: [720, 1236, 915, 1286]
- vendors-subhead: ಸರ್ಕಾರ ನೀಡುವ ಸಾಲ ಸೌಲಭ್ಯ ಸಮರ್ಪಕವಾಗಿ ಬಳಸಿ: ಮಾಜಿ ಸಚಿವ ಡಿ.ನಾಗರಾಜಯ್ಯ: [366, 1206, 789, 1225]
- yuvanidhi-amount-1: ₹3000: [706, 697, 804, 731]
- lakes-headline: ಕೆರೆಗಳ ಹೂಳೆತ್ತುವಿಕೆಗೆ ಚಾಲನೆ: [326, 746, 599, 779]
